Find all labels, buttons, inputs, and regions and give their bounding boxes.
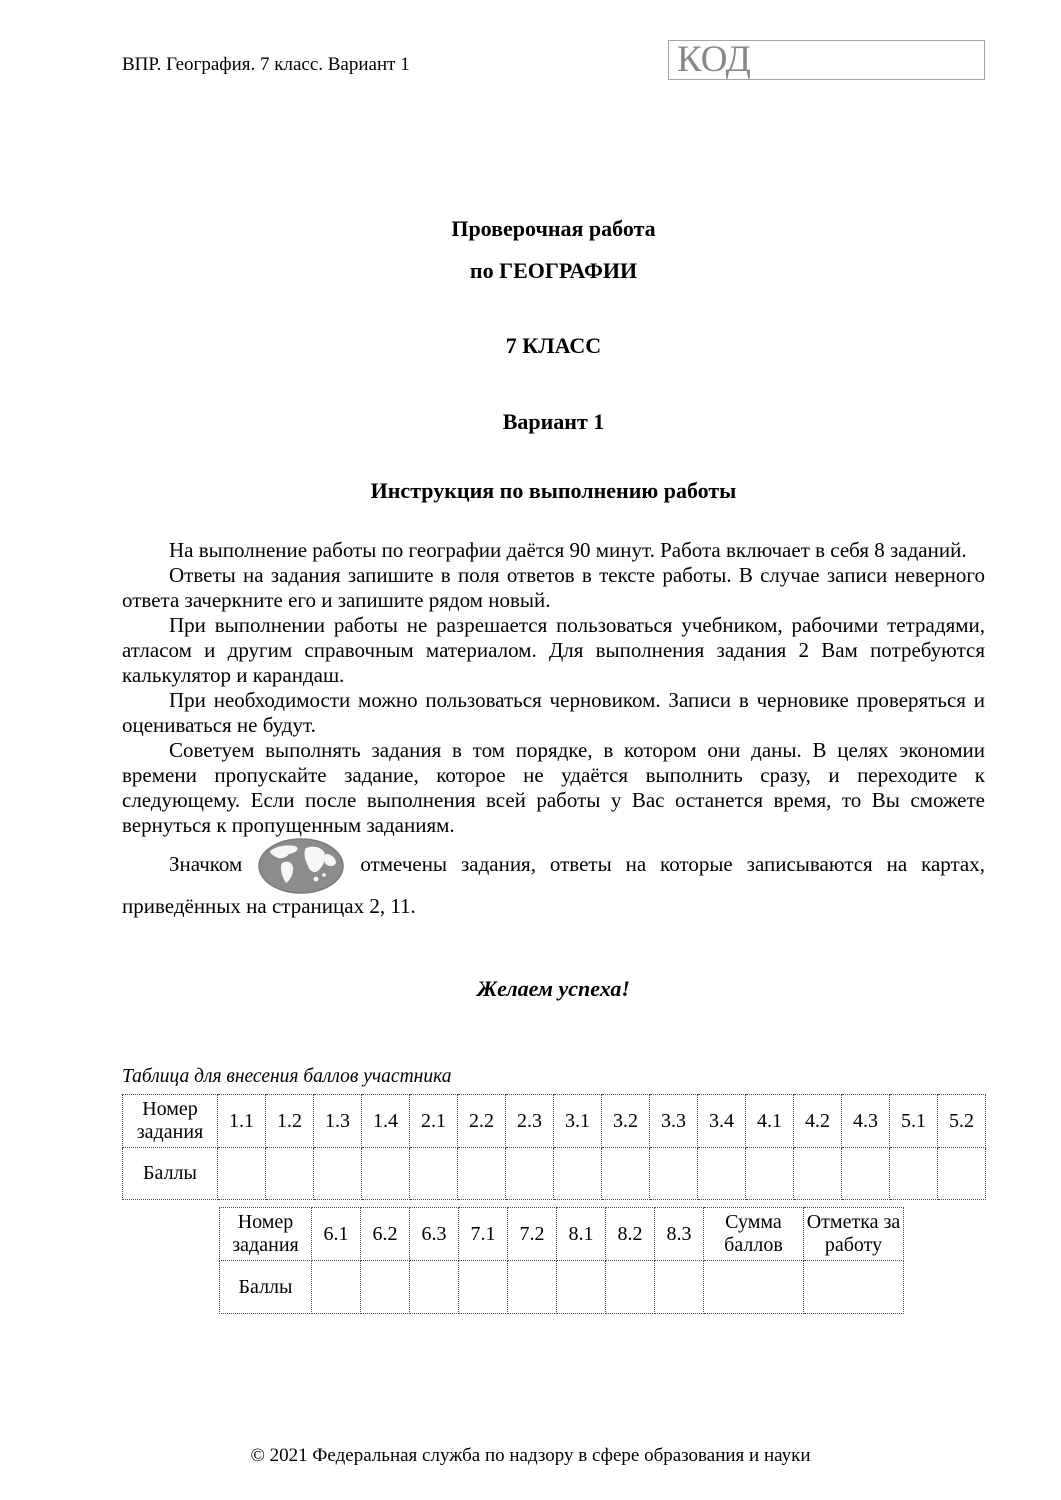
score-cell-empty [698, 1148, 746, 1200]
score-cell-empty [606, 1261, 655, 1314]
score-cell-empty [804, 1261, 904, 1314]
score-row-header: Баллы [220, 1261, 312, 1314]
task-col-label: 5.1 [890, 1095, 938, 1148]
task-col-label: 1.1 [218, 1095, 266, 1148]
code-label: КОД [677, 40, 751, 80]
score-cell-empty [506, 1148, 554, 1200]
work-title-line2: по ГЕОГРАФИИ [469, 258, 638, 283]
work-mark-header: Отметка за работу [804, 1208, 904, 1261]
score-cell-empty [266, 1148, 314, 1200]
score-table-caption: Таблица для внесения баллов участника [122, 1066, 452, 1087]
task-col-label: 8.2 [606, 1208, 655, 1261]
task-col-label: 5.2 [938, 1095, 986, 1148]
task-col-label: 8.1 [557, 1208, 606, 1261]
task-col-label: 4.2 [794, 1095, 842, 1148]
task-col-label: 4.3 [842, 1095, 890, 1148]
score-row-header: Баллы [123, 1148, 218, 1200]
score-cell-empty [314, 1148, 362, 1200]
task-col-label: 6.1 [312, 1208, 361, 1261]
globe-icon [258, 838, 344, 894]
score-cell-empty [362, 1148, 410, 1200]
score-cell-empty [890, 1148, 938, 1200]
task-col-label: 2.3 [506, 1095, 554, 1148]
grade-heading: 7 КЛАСС [505, 333, 602, 358]
task-number-header: Номер задания [123, 1095, 218, 1148]
score-cell-empty [938, 1148, 986, 1200]
task-col-label: 1.4 [362, 1095, 410, 1148]
work-title-line1: Проверочная работа [451, 216, 656, 241]
score-cell-empty [557, 1261, 606, 1314]
task-col-label: 3.3 [650, 1095, 698, 1148]
task-col-label: 4.1 [746, 1095, 794, 1148]
instruction-text [122, 538, 985, 919]
copyright-footer: © 2021 Федеральная служба по надзору в сфере образования и науки [250, 1445, 811, 1466]
table-row [220, 1261, 904, 1314]
task-col-label: 7.2 [508, 1208, 557, 1261]
task-col-label: 3.4 [698, 1095, 746, 1148]
page-header [122, 0, 985, 80]
task-col-label: 8.3 [655, 1208, 704, 1261]
score-cell-empty [650, 1148, 698, 1200]
task-col-label: 1.2 [266, 1095, 314, 1148]
task-col-label: 6.2 [361, 1208, 410, 1261]
paragraph-order: Советуем выполнять задания в том порядке, в котором они даны. В целях экономии времени пропускайте задание, которое не удаётся выполнить сразу, и переходите к следующему. Если после выполнения всей работы у Вас останется время, то Вы сможете вернуться к пропущенным заданиям. [122, 738, 985, 837]
table-row [123, 1148, 986, 1200]
score-cell-empty [410, 1148, 458, 1200]
paragraph-materials: При выполнении работы не разрешается пользоваться учебником, рабочими тетрадями, атласом и другим справочным материалом. Для выполнения задания 2 Вам потребуются калькулятор и карандаш. [122, 613, 985, 687]
paragraph-globe [122, 838, 985, 919]
score-cell-empty [508, 1261, 557, 1314]
doc-label: ВПР. География. 7 класс. Вариант 1 [122, 54, 410, 75]
task-number-header: Номер задания [220, 1208, 312, 1261]
table-row [220, 1208, 904, 1261]
score-cell-empty [361, 1261, 410, 1314]
code-box [668, 40, 985, 80]
score-cell-empty [746, 1148, 794, 1200]
score-cell-empty [554, 1148, 602, 1200]
score-cell-empty [842, 1148, 890, 1200]
task-col-label: 6.3 [410, 1208, 459, 1261]
score-cell-empty [410, 1261, 459, 1314]
paragraph-duration: На выполнение работы по географии даётся 90 минут. Работа включает в себя 8 заданий. [169, 538, 967, 562]
score-cell-empty [218, 1148, 266, 1200]
score-table-2 [219, 1207, 904, 1314]
variant-heading: Вариант 1 [502, 409, 605, 434]
table-row [123, 1095, 986, 1148]
paragraph-answers: Ответы на задания запишите в поля ответов в тексте работы. В случае записи неверного ответа зачеркните его и запишите рядом новый. [122, 563, 985, 612]
wish-line: Желаем успеха! [476, 976, 630, 1001]
task-col-label: 2.1 [410, 1095, 458, 1148]
score-cell-empty [458, 1148, 506, 1200]
score-cell-empty [704, 1261, 804, 1314]
task-col-label: 3.2 [602, 1095, 650, 1148]
score-table-1 [122, 1094, 986, 1200]
task-col-label: 2.2 [458, 1095, 506, 1148]
score-cell-empty [602, 1148, 650, 1200]
instruction-heading: Инструкция по выполнению работы [370, 478, 737, 503]
score-cell-empty [459, 1261, 508, 1314]
score-cell-empty [794, 1148, 842, 1200]
score-cell-empty [312, 1261, 361, 1314]
score-cell-empty [655, 1261, 704, 1314]
sum-score-header: Сумма баллов [704, 1208, 804, 1261]
task-col-label: 3.1 [554, 1095, 602, 1148]
globe-text-after: отмечены задания, ответы на которые записываются на картах, приведённых на страницах 2, 11. [122, 851, 985, 918]
globe-text-before: Значком [169, 851, 243, 876]
paragraph-draft: При необходимости можно пользоваться черновиком. Записи в черновике проверяться и оцениваться не будут. [122, 688, 985, 737]
task-col-label: 7.1 [459, 1208, 508, 1261]
task-col-label: 1.3 [314, 1095, 362, 1148]
